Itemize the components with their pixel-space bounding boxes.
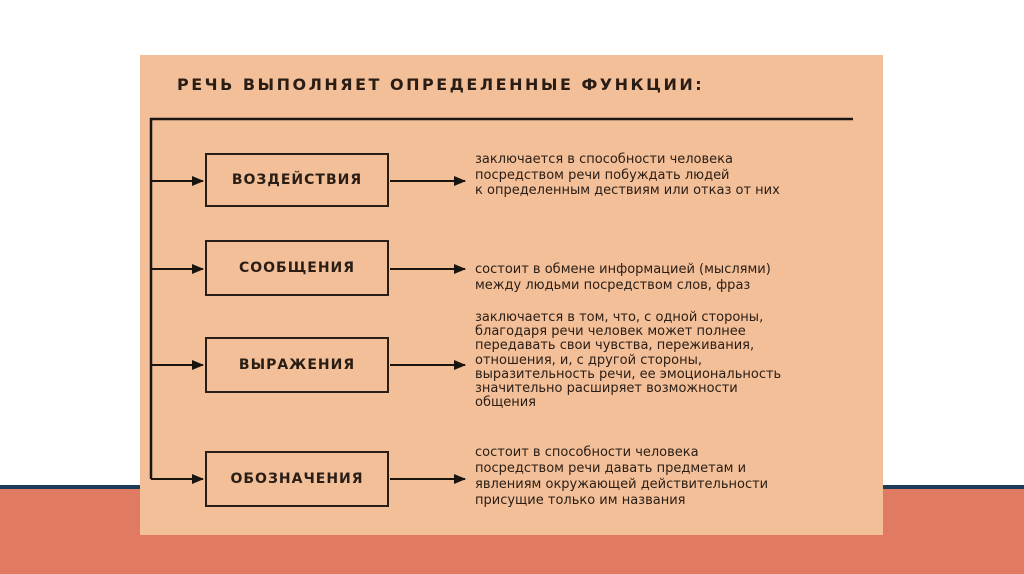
function-box-expression: ВЫРАЖЕНИЯ [205,337,389,393]
function-description-expression [475,311,875,410]
function-description-influence [475,152,875,199]
description-line: заключается в способности человека [475,152,733,167]
description-line: посредством речи давать предметам и [475,461,747,476]
description-line: общения [475,395,536,411]
description-line: присущие только им названия [475,493,686,508]
description-line: заключается в том, что, с одной стороны, [475,310,764,325]
description-line: состоит в способности человека [475,445,699,460]
description-line: передавать свои чувства, переживания, [475,338,755,354]
diagram-title: РЕЧЬ ВЫПОЛНЯЕТ ОПРЕДЕЛЕННЫЕ ФУНКЦИИ: [177,75,705,94]
description-line: значительно расширяет возможности [475,381,738,397]
description-line: состоит в обмене информацией (мыслями) [475,262,771,277]
description-line: благодаря речи человек может полнее [475,324,746,340]
description-line: к определенным дествиям или отказ от них [475,183,780,198]
description-line: посредством речи побуждать людей [475,167,730,183]
function-box-communication: СООБЩЕНИЯ [205,240,389,296]
function-box-designation: ОБОЗНАЧЕНИЯ [205,451,389,507]
function-box-influence: ВОЗДЕЙСТВИЯ [205,153,389,207]
function-description-communication [475,262,875,293]
description-line: отношения, и, с другой стороны, [475,352,702,368]
function-description-designation [475,445,875,509]
description-line: между людьми посредством слов, фраз [475,277,751,293]
description-line: выразительность речи, ее эмоциональность [475,366,782,382]
diagram-panel [140,55,883,535]
description-line: явлениям окружающей действительности [475,477,769,492]
